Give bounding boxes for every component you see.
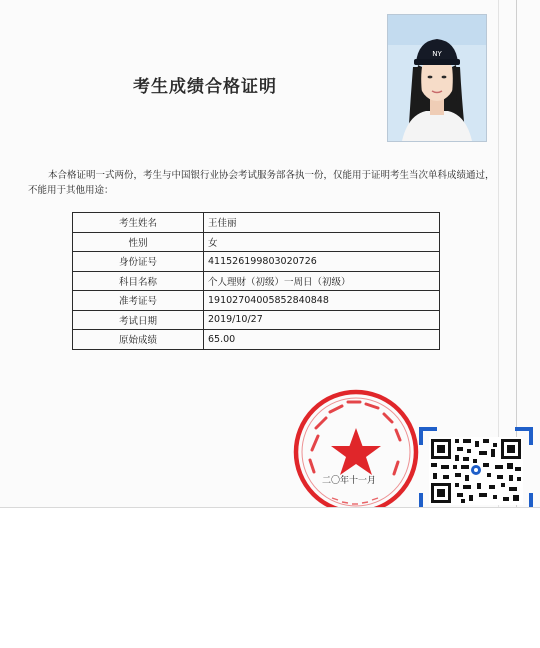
row-label: 身份证号 bbox=[73, 252, 204, 272]
table-row bbox=[73, 330, 440, 350]
table-row bbox=[73, 252, 440, 272]
svg-text:NY: NY bbox=[432, 50, 442, 58]
row-value: 65.00 bbox=[204, 330, 440, 350]
table-row bbox=[73, 310, 440, 330]
grades-table bbox=[72, 212, 440, 350]
row-value: 个人理财（初级）一周日（初级） bbox=[204, 271, 440, 291]
row-value: 女 bbox=[204, 232, 440, 252]
seal-date: 二〇年十一月 bbox=[322, 476, 377, 486]
table-row bbox=[73, 213, 440, 233]
row-label: 考试日期 bbox=[73, 310, 204, 330]
portrait-illustration bbox=[388, 15, 486, 141]
table-row bbox=[73, 291, 440, 311]
certificate-title: 考生成绩合格证明 bbox=[133, 77, 277, 97]
portrait-photo bbox=[387, 14, 487, 142]
row-label: 科目名称 bbox=[73, 271, 204, 291]
row-value: 2019/10/27 bbox=[204, 310, 440, 330]
row-value: 411526199803020726 bbox=[204, 252, 440, 272]
row-label: 原始成绩 bbox=[73, 330, 204, 350]
table-row bbox=[73, 271, 440, 291]
row-label: 考生姓名 bbox=[73, 213, 204, 233]
qr-code-icon bbox=[417, 425, 535, 508]
certificate-intro: 本合格证明一式两份，考生与中国银行业协会考试服务部各执一份，仅能用于证明考生当次单科成绩通过，不能用于其他用途： bbox=[28, 170, 495, 196]
row-label: 准考证号 bbox=[73, 291, 204, 311]
row-value: 王佳丽 bbox=[204, 213, 440, 233]
row-label: 性别 bbox=[73, 232, 204, 252]
table-row bbox=[73, 232, 440, 252]
official-seal-icon bbox=[292, 388, 420, 508]
row-value: 19102704005852840848 bbox=[204, 291, 440, 311]
